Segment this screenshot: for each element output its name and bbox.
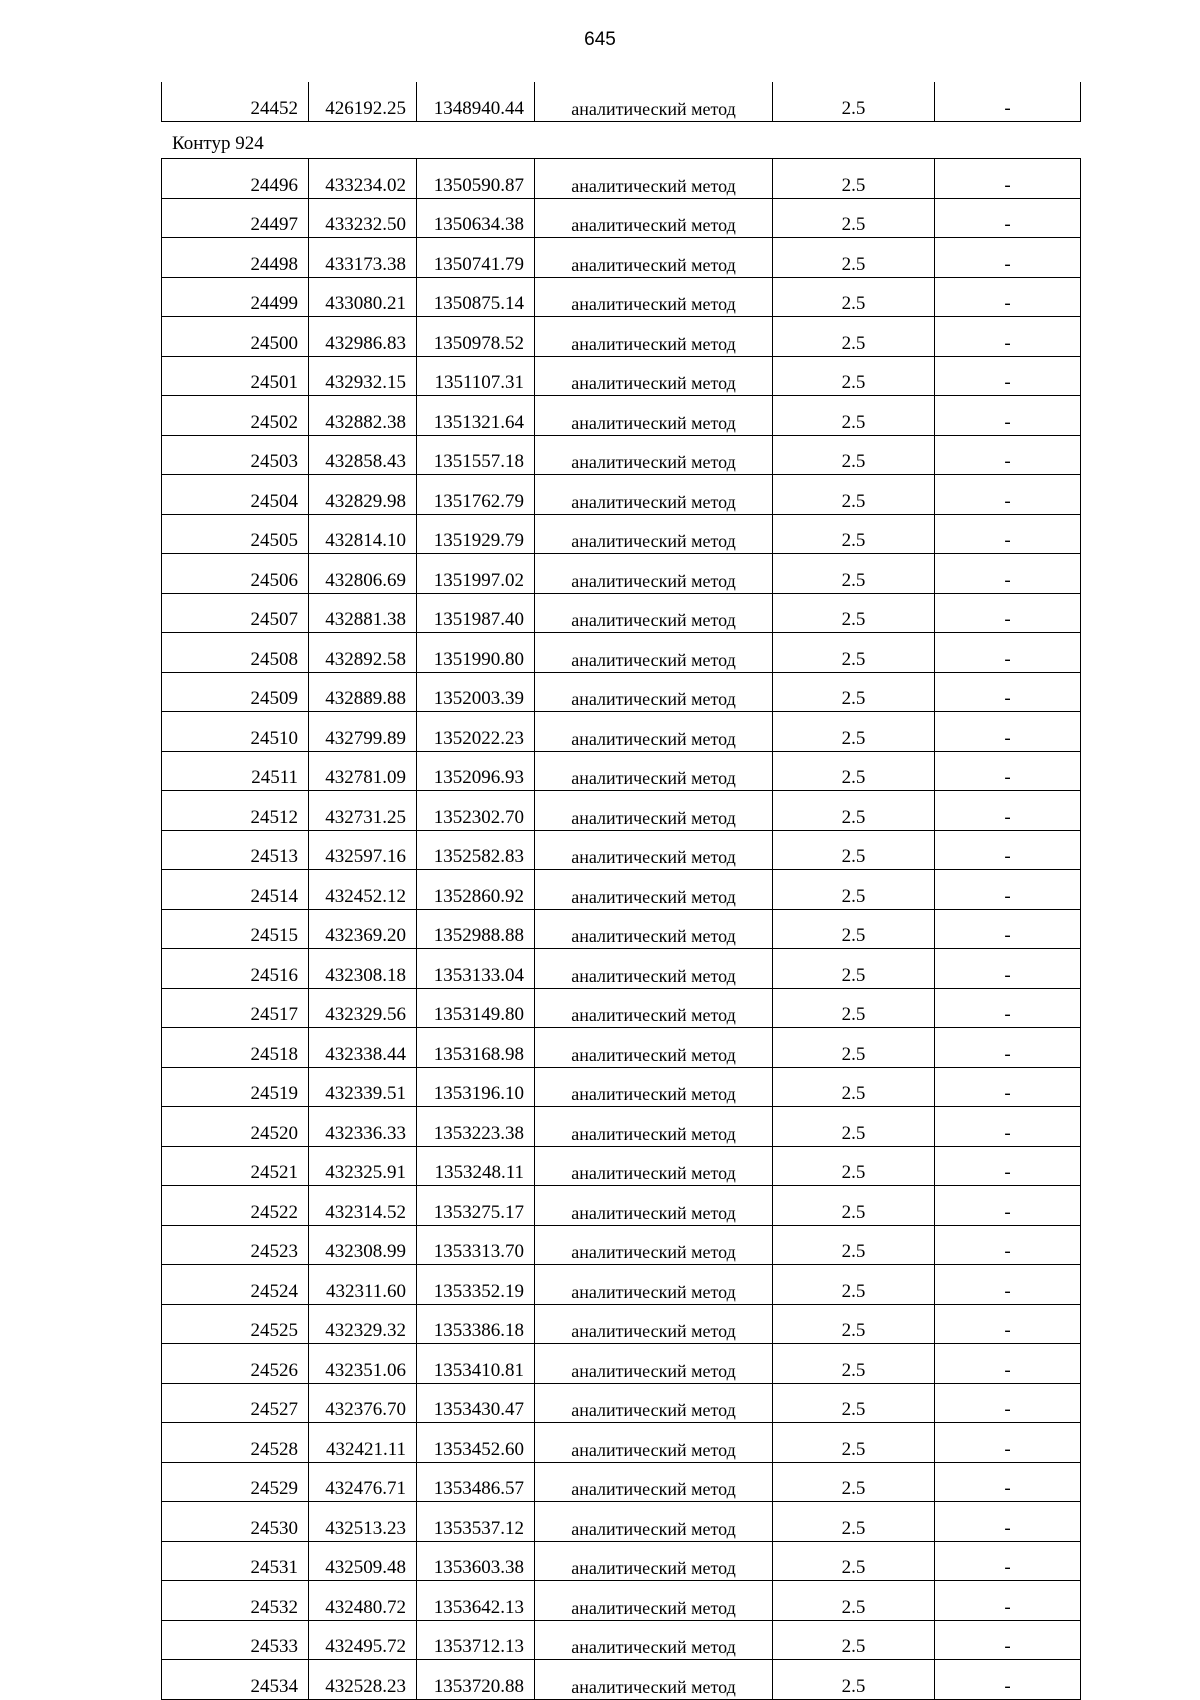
table-row xyxy=(162,1304,1081,1344)
x-coordinate-cell: 432509.48 xyxy=(309,1541,417,1581)
y-coordinate-cell: 1351997.02 xyxy=(417,554,535,594)
description-cell: - xyxy=(935,475,1081,515)
table-row xyxy=(162,1265,1081,1305)
method-cell: аналитический метод xyxy=(535,159,773,199)
method-cell: аналитический метод xyxy=(535,830,773,870)
description-cell: - xyxy=(935,870,1081,910)
x-coordinate-cell: 432882.38 xyxy=(309,396,417,436)
table-row xyxy=(162,1462,1081,1502)
y-coordinate-cell: 1352860.92 xyxy=(417,870,535,910)
method-cell: аналитический метод xyxy=(535,82,773,121)
point-id-cell: 24497 xyxy=(162,198,309,238)
method-cell: аналитический метод xyxy=(535,1225,773,1265)
point-id-cell: 24526 xyxy=(162,1344,309,1384)
point-id-cell: 24506 xyxy=(162,554,309,594)
accuracy-cell: 2.5 xyxy=(773,1107,935,1147)
x-coordinate-cell: 432314.52 xyxy=(309,1186,417,1226)
table-row xyxy=(162,317,1081,357)
accuracy-cell: 2.5 xyxy=(773,435,935,475)
description-cell: - xyxy=(935,791,1081,831)
method-cell: аналитический метод xyxy=(535,712,773,752)
x-coordinate-cell: 432806.69 xyxy=(309,554,417,594)
accuracy-cell: 2.5 xyxy=(773,1383,935,1423)
point-id-cell: 24533 xyxy=(162,1620,309,1660)
description-cell: - xyxy=(935,514,1081,554)
method-cell: аналитический метод xyxy=(535,870,773,910)
y-coordinate-cell: 1352582.83 xyxy=(417,830,535,870)
method-cell: аналитический метод xyxy=(535,238,773,278)
point-id-cell: 24522 xyxy=(162,1186,309,1226)
accuracy-cell: 2.5 xyxy=(773,1620,935,1660)
point-id-cell: 24521 xyxy=(162,1146,309,1186)
table-row xyxy=(162,1067,1081,1107)
point-id-cell: 24520 xyxy=(162,1107,309,1147)
method-cell: аналитический метод xyxy=(535,1462,773,1502)
y-coordinate-cell: 1352988.88 xyxy=(417,909,535,949)
y-coordinate-cell: 1350978.52 xyxy=(417,317,535,357)
y-coordinate-cell: 1353603.38 xyxy=(417,1541,535,1581)
method-cell: аналитический метод xyxy=(535,1383,773,1423)
point-id-cell: 24505 xyxy=(162,514,309,554)
table-row xyxy=(162,1186,1081,1226)
y-coordinate-cell: 1353352.19 xyxy=(417,1265,535,1305)
point-id-cell: 24508 xyxy=(162,633,309,673)
accuracy-cell: 2.5 xyxy=(773,949,935,989)
method-cell: аналитический метод xyxy=(535,475,773,515)
x-coordinate-cell: 432892.58 xyxy=(309,633,417,673)
accuracy-cell: 2.5 xyxy=(773,870,935,910)
method-cell: аналитический метод xyxy=(535,514,773,554)
point-id-cell: 24534 xyxy=(162,1660,309,1700)
table-row xyxy=(162,238,1081,278)
x-coordinate-cell: 432351.06 xyxy=(309,1344,417,1384)
description-cell: - xyxy=(935,1146,1081,1186)
point-id-cell: 24499 xyxy=(162,277,309,317)
y-coordinate-cell: 1352302.70 xyxy=(417,791,535,831)
point-id-cell: 24496 xyxy=(162,159,309,199)
description-cell: - xyxy=(935,712,1081,752)
y-coordinate-cell: 1351557.18 xyxy=(417,435,535,475)
description-cell: - xyxy=(935,1067,1081,1107)
table-row xyxy=(162,1383,1081,1423)
x-coordinate-cell: 432731.25 xyxy=(309,791,417,831)
description-cell: - xyxy=(935,317,1081,357)
table-row xyxy=(162,1225,1081,1265)
accuracy-cell: 2.5 xyxy=(773,1462,935,1502)
point-id-cell: 24513 xyxy=(162,830,309,870)
method-cell: аналитический метод xyxy=(535,1186,773,1226)
x-coordinate-cell: 432325.91 xyxy=(309,1146,417,1186)
accuracy-cell: 2.5 xyxy=(773,475,935,515)
method-cell: аналитический метод xyxy=(535,1660,773,1700)
x-coordinate-cell: 432781.09 xyxy=(309,751,417,791)
description-cell: - xyxy=(935,988,1081,1028)
table-row xyxy=(162,435,1081,475)
table-row xyxy=(162,1028,1081,1068)
y-coordinate-cell: 1352096.93 xyxy=(417,751,535,791)
accuracy-cell: 2.5 xyxy=(773,633,935,673)
y-coordinate-cell: 1351987.40 xyxy=(417,593,535,633)
method-cell: аналитический метод xyxy=(535,1265,773,1305)
accuracy-cell: 2.5 xyxy=(773,1225,935,1265)
x-coordinate-cell: 432339.51 xyxy=(309,1067,417,1107)
method-cell: аналитический метод xyxy=(535,317,773,357)
point-id-cell: 24507 xyxy=(162,593,309,633)
method-cell: аналитический метод xyxy=(535,988,773,1028)
description-cell: - xyxy=(935,356,1081,396)
x-coordinate-cell: 432799.89 xyxy=(309,712,417,752)
table-row xyxy=(162,159,1081,199)
point-id-cell: 24509 xyxy=(162,672,309,712)
point-id-cell: 24502 xyxy=(162,396,309,436)
point-id-cell: 24525 xyxy=(162,1304,309,1344)
x-coordinate-cell: 433232.50 xyxy=(309,198,417,238)
description-cell: - xyxy=(935,277,1081,317)
method-cell: аналитический метод xyxy=(535,1620,773,1660)
method-cell: аналитический метод xyxy=(535,1304,773,1344)
table-row xyxy=(162,1620,1081,1660)
x-coordinate-cell: 432311.60 xyxy=(309,1265,417,1305)
accuracy-cell: 2.5 xyxy=(773,1028,935,1068)
description-cell: - xyxy=(935,1304,1081,1344)
point-id-cell: 24518 xyxy=(162,1028,309,1068)
x-coordinate-cell: 433080.21 xyxy=(309,277,417,317)
x-coordinate-cell: 432513.23 xyxy=(309,1502,417,1542)
y-coordinate-cell: 1350590.87 xyxy=(417,159,535,199)
x-coordinate-cell: 432452.12 xyxy=(309,870,417,910)
x-coordinate-cell: 432336.33 xyxy=(309,1107,417,1147)
y-coordinate-cell: 1351107.31 xyxy=(417,356,535,396)
point-id-cell: 24515 xyxy=(162,909,309,949)
description-cell: - xyxy=(935,1225,1081,1265)
description-cell: - xyxy=(935,672,1081,712)
method-cell: аналитический метод xyxy=(535,198,773,238)
description-cell: - xyxy=(935,1265,1081,1305)
x-coordinate-cell: 432814.10 xyxy=(309,514,417,554)
method-cell: аналитический метод xyxy=(535,909,773,949)
method-cell: аналитический метод xyxy=(535,554,773,594)
accuracy-cell: 2.5 xyxy=(773,1581,935,1621)
x-coordinate-cell: 426192.25 xyxy=(309,82,417,121)
table-row xyxy=(162,988,1081,1028)
description-cell: - xyxy=(935,830,1081,870)
accuracy-cell: 2.5 xyxy=(773,1502,935,1542)
table-row xyxy=(162,870,1081,910)
table-row xyxy=(162,1541,1081,1581)
point-id-cell: 24532 xyxy=(162,1581,309,1621)
description-cell: - xyxy=(935,238,1081,278)
table-row xyxy=(162,82,1081,121)
table-row xyxy=(162,830,1081,870)
accuracy-cell: 2.5 xyxy=(773,1186,935,1226)
description-cell: - xyxy=(935,909,1081,949)
coordinates-table-continued xyxy=(161,82,1081,122)
table-row xyxy=(162,396,1081,436)
description-cell: - xyxy=(935,1541,1081,1581)
x-coordinate-cell: 432421.11 xyxy=(309,1423,417,1463)
method-cell: аналитический метод xyxy=(535,1146,773,1186)
method-cell: аналитический метод xyxy=(535,1423,773,1463)
table-row xyxy=(162,1423,1081,1463)
description-cell: - xyxy=(935,82,1081,121)
method-cell: аналитический метод xyxy=(535,1028,773,1068)
method-cell: аналитический метод xyxy=(535,396,773,436)
description-cell: - xyxy=(935,159,1081,199)
x-coordinate-cell: 432858.43 xyxy=(309,435,417,475)
method-cell: аналитический метод xyxy=(535,949,773,989)
table-row xyxy=(162,277,1081,317)
x-coordinate-cell: 432889.88 xyxy=(309,672,417,712)
description-cell: - xyxy=(935,554,1081,594)
table-row xyxy=(162,1344,1081,1384)
table-row xyxy=(162,791,1081,831)
table-row xyxy=(162,593,1081,633)
page-number: 645 xyxy=(584,29,616,50)
description-cell: - xyxy=(935,1028,1081,1068)
point-id-cell: 24510 xyxy=(162,712,309,752)
table-row xyxy=(162,514,1081,554)
table-row xyxy=(162,198,1081,238)
table-row xyxy=(162,356,1081,396)
x-coordinate-cell: 432329.32 xyxy=(309,1304,417,1344)
description-cell: - xyxy=(935,435,1081,475)
method-cell: аналитический метод xyxy=(535,633,773,673)
method-cell: аналитический метод xyxy=(535,672,773,712)
method-cell: аналитический метод xyxy=(535,1344,773,1384)
y-coordinate-cell: 1353642.13 xyxy=(417,1581,535,1621)
table-row xyxy=(162,1660,1081,1700)
table-row xyxy=(162,672,1081,712)
y-coordinate-cell: 1352003.39 xyxy=(417,672,535,712)
method-cell: аналитический метод xyxy=(535,1502,773,1542)
y-coordinate-cell: 1353410.81 xyxy=(417,1344,535,1384)
accuracy-cell: 2.5 xyxy=(773,198,935,238)
description-cell: - xyxy=(935,633,1081,673)
accuracy-cell: 2.5 xyxy=(773,712,935,752)
x-coordinate-cell: 432308.18 xyxy=(309,949,417,989)
x-coordinate-cell: 432829.98 xyxy=(309,475,417,515)
description-cell: - xyxy=(935,1502,1081,1542)
y-coordinate-cell: 1353133.04 xyxy=(417,949,535,989)
description-cell: - xyxy=(935,1344,1081,1384)
accuracy-cell: 2.5 xyxy=(773,988,935,1028)
y-coordinate-cell: 1351990.80 xyxy=(417,633,535,673)
point-id-cell: 24524 xyxy=(162,1265,309,1305)
accuracy-cell: 2.5 xyxy=(773,1660,935,1700)
x-coordinate-cell: 432932.15 xyxy=(309,356,417,396)
description-cell: - xyxy=(935,1186,1081,1226)
description-cell: - xyxy=(935,1462,1081,1502)
y-coordinate-cell: 1353248.11 xyxy=(417,1146,535,1186)
point-id-cell: 24511 xyxy=(162,751,309,791)
y-coordinate-cell: 1350875.14 xyxy=(417,277,535,317)
point-id-cell: 24514 xyxy=(162,870,309,910)
method-cell: аналитический метод xyxy=(535,593,773,633)
y-coordinate-cell: 1353149.80 xyxy=(417,988,535,1028)
accuracy-cell: 2.5 xyxy=(773,554,935,594)
accuracy-cell: 2.5 xyxy=(773,396,935,436)
method-cell: аналитический метод xyxy=(535,356,773,396)
point-id-cell: 24519 xyxy=(162,1067,309,1107)
method-cell: аналитический метод xyxy=(535,1107,773,1147)
accuracy-cell: 2.5 xyxy=(773,1541,935,1581)
accuracy-cell: 2.5 xyxy=(773,514,935,554)
description-cell: - xyxy=(935,198,1081,238)
y-coordinate-cell: 1353486.57 xyxy=(417,1462,535,1502)
description-cell: - xyxy=(935,1581,1081,1621)
y-coordinate-cell: 1353386.18 xyxy=(417,1304,535,1344)
accuracy-cell: 2.5 xyxy=(773,1304,935,1344)
x-coordinate-cell: 432986.83 xyxy=(309,317,417,357)
y-coordinate-cell: 1353712.13 xyxy=(417,1620,535,1660)
x-coordinate-cell: 432495.72 xyxy=(309,1620,417,1660)
y-coordinate-cell: 1348940.44 xyxy=(417,82,535,121)
method-cell: аналитический метод xyxy=(535,751,773,791)
method-cell: аналитический метод xyxy=(535,1541,773,1581)
description-cell: - xyxy=(935,1383,1081,1423)
description-cell: - xyxy=(935,1620,1081,1660)
point-id-cell: 24452 xyxy=(162,82,309,121)
accuracy-cell: 2.5 xyxy=(773,1423,935,1463)
table-row xyxy=(162,1107,1081,1147)
description-cell: - xyxy=(935,1423,1081,1463)
accuracy-cell: 2.5 xyxy=(773,909,935,949)
x-coordinate-cell: 432308.99 xyxy=(309,1225,417,1265)
x-coordinate-cell: 433173.38 xyxy=(309,238,417,278)
method-cell: аналитический метод xyxy=(535,791,773,831)
y-coordinate-cell: 1353313.70 xyxy=(417,1225,535,1265)
y-coordinate-cell: 1351929.79 xyxy=(417,514,535,554)
description-cell: - xyxy=(935,1660,1081,1700)
table-row xyxy=(162,949,1081,989)
accuracy-cell: 2.5 xyxy=(773,1067,935,1107)
x-coordinate-cell: 432376.70 xyxy=(309,1383,417,1423)
point-id-cell: 24528 xyxy=(162,1423,309,1463)
method-cell: аналитический метод xyxy=(535,277,773,317)
accuracy-cell: 2.5 xyxy=(773,751,935,791)
coordinates-table xyxy=(161,158,1081,1700)
x-coordinate-cell: 432338.44 xyxy=(309,1028,417,1068)
point-id-cell: 24531 xyxy=(162,1541,309,1581)
point-id-cell: 24503 xyxy=(162,435,309,475)
x-coordinate-cell: 432329.56 xyxy=(309,988,417,1028)
accuracy-cell: 2.5 xyxy=(773,791,935,831)
accuracy-cell: 2.5 xyxy=(773,159,935,199)
table-row xyxy=(162,909,1081,949)
description-cell: - xyxy=(935,593,1081,633)
x-coordinate-cell: 432369.20 xyxy=(309,909,417,949)
accuracy-cell: 2.5 xyxy=(773,672,935,712)
table-row xyxy=(162,554,1081,594)
accuracy-cell: 2.5 xyxy=(773,317,935,357)
y-coordinate-cell: 1353168.98 xyxy=(417,1028,535,1068)
accuracy-cell: 2.5 xyxy=(773,82,935,121)
contour-title: Контур 924 xyxy=(172,133,264,154)
accuracy-cell: 2.5 xyxy=(773,356,935,396)
point-id-cell: 24504 xyxy=(162,475,309,515)
method-cell: аналитический метод xyxy=(535,435,773,475)
point-id-cell: 24501 xyxy=(162,356,309,396)
point-id-cell: 24512 xyxy=(162,791,309,831)
accuracy-cell: 2.5 xyxy=(773,1265,935,1305)
point-id-cell: 24516 xyxy=(162,949,309,989)
y-coordinate-cell: 1353452.60 xyxy=(417,1423,535,1463)
y-coordinate-cell: 1351762.79 xyxy=(417,475,535,515)
y-coordinate-cell: 1353196.10 xyxy=(417,1067,535,1107)
y-coordinate-cell: 1353720.88 xyxy=(417,1660,535,1700)
table-row xyxy=(162,1146,1081,1186)
y-coordinate-cell: 1350634.38 xyxy=(417,198,535,238)
y-coordinate-cell: 1353430.47 xyxy=(417,1383,535,1423)
y-coordinate-cell: 1350741.79 xyxy=(417,238,535,278)
accuracy-cell: 2.5 xyxy=(773,238,935,278)
point-id-cell: 24517 xyxy=(162,988,309,1028)
accuracy-cell: 2.5 xyxy=(773,277,935,317)
description-cell: - xyxy=(935,1107,1081,1147)
method-cell: аналитический метод xyxy=(535,1581,773,1621)
accuracy-cell: 2.5 xyxy=(773,1344,935,1384)
x-coordinate-cell: 432881.38 xyxy=(309,593,417,633)
point-id-cell: 24500 xyxy=(162,317,309,357)
x-coordinate-cell: 432480.72 xyxy=(309,1581,417,1621)
point-id-cell: 24530 xyxy=(162,1502,309,1542)
point-id-cell: 24523 xyxy=(162,1225,309,1265)
table-row xyxy=(162,751,1081,791)
table-row xyxy=(162,1581,1081,1621)
accuracy-cell: 2.5 xyxy=(773,830,935,870)
description-cell: - xyxy=(935,949,1081,989)
x-coordinate-cell: 432528.23 xyxy=(309,1660,417,1700)
x-coordinate-cell: 433234.02 xyxy=(309,159,417,199)
y-coordinate-cell: 1352022.23 xyxy=(417,712,535,752)
table-row xyxy=(162,475,1081,515)
y-coordinate-cell: 1353223.38 xyxy=(417,1107,535,1147)
y-coordinate-cell: 1353275.17 xyxy=(417,1186,535,1226)
table-row xyxy=(162,712,1081,752)
point-id-cell: 24498 xyxy=(162,238,309,278)
table-row xyxy=(162,633,1081,673)
description-cell: - xyxy=(935,751,1081,791)
point-id-cell: 24529 xyxy=(162,1462,309,1502)
x-coordinate-cell: 432476.71 xyxy=(309,1462,417,1502)
table-row xyxy=(162,1502,1081,1542)
y-coordinate-cell: 1351321.64 xyxy=(417,396,535,436)
accuracy-cell: 2.5 xyxy=(773,1146,935,1186)
x-coordinate-cell: 432597.16 xyxy=(309,830,417,870)
accuracy-cell: 2.5 xyxy=(773,593,935,633)
description-cell: - xyxy=(935,396,1081,436)
y-coordinate-cell: 1353537.12 xyxy=(417,1502,535,1542)
point-id-cell: 24527 xyxy=(162,1383,309,1423)
method-cell: аналитический метод xyxy=(535,1067,773,1107)
